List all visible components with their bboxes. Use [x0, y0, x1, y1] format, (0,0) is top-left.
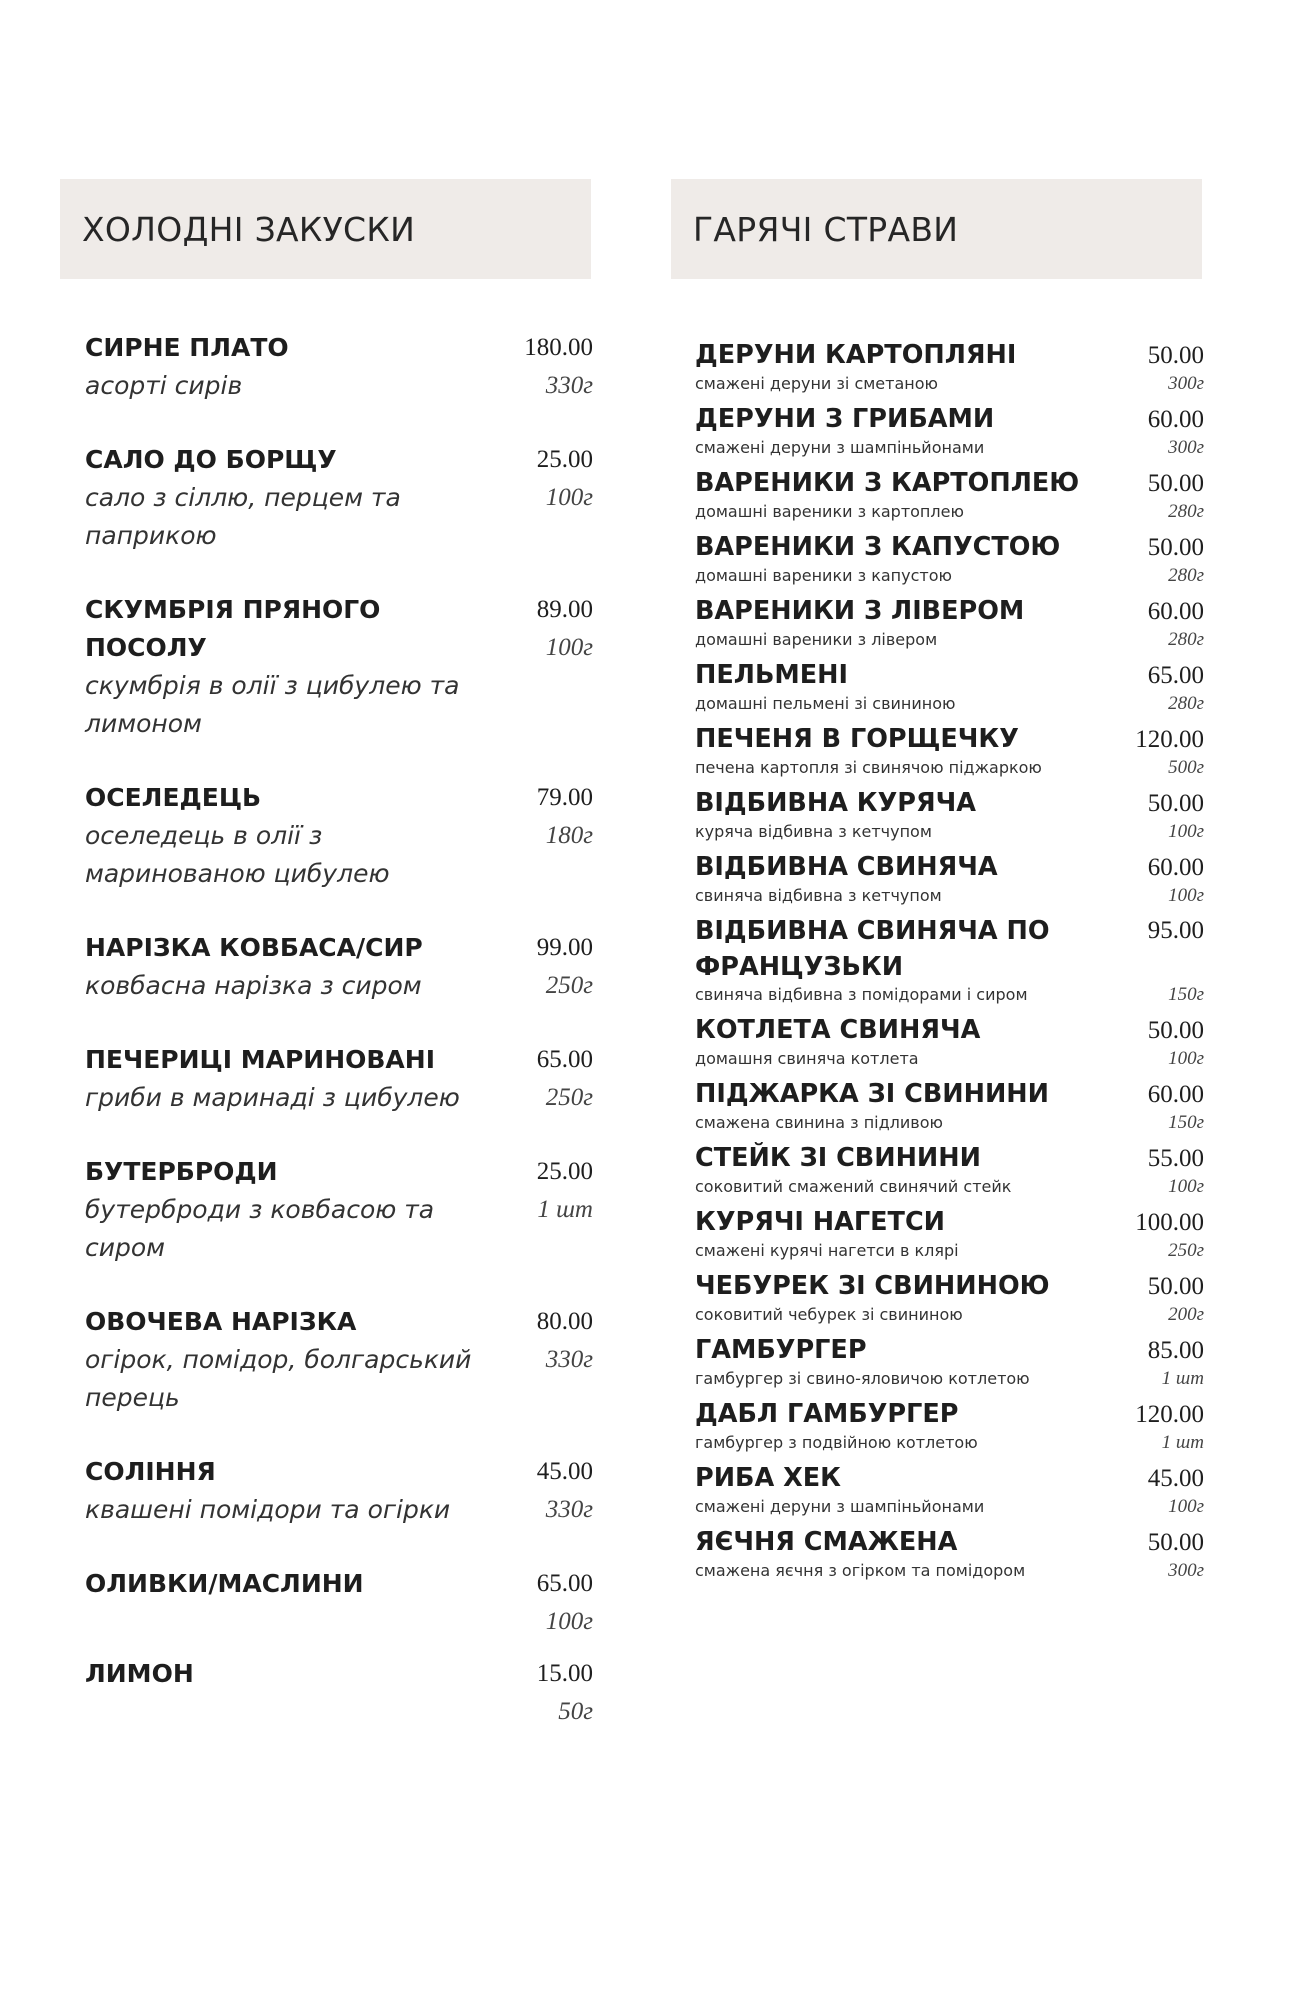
item-weight: 330г: [545, 1346, 593, 1373]
item-name: ОЛИВКИ/МАСЛИНИ: [85, 1569, 364, 1598]
menu-item: [85, 329, 593, 405]
menu-item: [85, 1153, 593, 1267]
item-weight: 300г: [1168, 437, 1204, 458]
item-weight: 500г: [1168, 757, 1204, 778]
item-weight: 150г: [1168, 1112, 1204, 1133]
item-description: соковитий смажений свинячий стейк: [695, 1177, 1012, 1196]
item-price: 60.00: [1147, 598, 1204, 625]
item-price: 89.00: [536, 596, 593, 623]
menu-item: [695, 1332, 1204, 1389]
item-weight: 280г: [1168, 693, 1204, 714]
item-name: НАРІЗКА КОВБАСА/СИР: [85, 933, 423, 962]
item-price: 60.00: [1147, 854, 1204, 881]
menu-item: [695, 529, 1204, 586]
item-price: 25.00: [536, 1158, 593, 1185]
item-description: сало з сіллю, перцем та паприкою: [85, 483, 401, 550]
item-price: 50.00: [1147, 470, 1204, 497]
item-name: ГАМБУРГЕР: [695, 1335, 867, 1365]
menu-item: [695, 913, 1204, 1005]
item-name: ВАРЕНИКИ З ЛІВЕРОМ: [695, 596, 1025, 626]
item-weight: 180г: [545, 822, 593, 849]
item-description: соковитий чебурек зі свининою: [695, 1305, 963, 1324]
item-name: КУРЯЧІ НАГЕТСИ: [695, 1207, 945, 1237]
menu-item: [85, 1303, 593, 1417]
item-name: ПЕЛЬМЕНІ: [695, 660, 848, 690]
item-name: КОТЛЕТА СВИНЯЧА: [695, 1015, 981, 1045]
item-name: ОВОЧЕВА НАРІЗКА: [85, 1307, 357, 1336]
item-price: 80.00: [536, 1308, 593, 1335]
item-name: СИРНЕ ПЛАТО: [85, 333, 289, 362]
item-description: бутерброди з ковбасою та сиром: [85, 1195, 435, 1262]
item-weight: 1 шт: [537, 1196, 593, 1223]
item-name: ВАРЕНИКИ З КАПУСТОЮ: [695, 532, 1061, 562]
item-price: 60.00: [1147, 406, 1204, 433]
menu-item: [695, 337, 1204, 394]
menu-item: [85, 1565, 593, 1641]
menu-item: [85, 1041, 593, 1117]
item-name: СТЕЙК ЗІ СВИНИНИ: [695, 1143, 981, 1173]
item-description: оселедець в олії з маринованою цибулею: [85, 821, 390, 888]
item-price: 60.00: [1147, 1081, 1204, 1108]
item-name: ПЕЧЕРИЦІ МАРИНОВАНІ: [85, 1045, 435, 1074]
item-weight: 1 шт: [1161, 1432, 1204, 1453]
item-price: 50.00: [1147, 1529, 1204, 1556]
item-price: 180.00: [524, 334, 593, 361]
item-price: 50.00: [1147, 790, 1204, 817]
item-price: 100.00: [1135, 1209, 1204, 1236]
menu-item: [695, 593, 1204, 650]
item-weight: 100г: [545, 484, 593, 511]
item-description: скумбрія в олії з цибулею та лимоном: [85, 671, 460, 738]
item-description: гамбургер з подвійною котлетою: [695, 1433, 978, 1452]
menu-item: [695, 1460, 1204, 1517]
item-weight: 100г: [1168, 1176, 1204, 1197]
item-name: ПІДЖАРКА ЗІ СВИНИНИ: [695, 1079, 1049, 1109]
menu-item: [695, 401, 1204, 458]
item-name: ВІДБИВНА КУРЯЧА: [695, 788, 976, 818]
item-description: смажені курячі нагетси в клярі: [695, 1241, 959, 1260]
item-description: гамбургер зі свино-яловичою котлетою: [695, 1369, 1030, 1388]
item-weight: 330г: [545, 372, 593, 399]
item-name: ДАБЛ ГАМБУРГЕР: [695, 1399, 959, 1429]
menu-item: [695, 657, 1204, 714]
item-name: ПЕЧЕНЯ В ГОРЩЕЧКУ: [695, 724, 1019, 754]
menu-item: [695, 849, 1204, 906]
item-price: 65.00: [536, 1046, 593, 1073]
menu-item: [85, 779, 593, 893]
section-title: ХОЛОДНІ ЗАКУСКИ: [82, 209, 416, 249]
item-price: 50.00: [1147, 1273, 1204, 1300]
item-description: смажені деруни з шампіньйонами: [695, 1497, 985, 1516]
item-price: 15.00: [536, 1660, 593, 1687]
item-description: печена картопля зі свинячою піджаркою: [695, 758, 1042, 777]
item-price: 120.00: [1135, 726, 1204, 753]
item-description: ковбасна нарізка з сиром: [85, 971, 422, 1000]
item-description: огірок, помідор, болгарський перець: [85, 1345, 472, 1412]
item-weight: 100г: [1168, 821, 1204, 842]
item-weight: 100г: [545, 1608, 593, 1635]
item-weight: 280г: [1168, 501, 1204, 522]
menu-item: [695, 1204, 1204, 1261]
item-weight: 300г: [1168, 1560, 1204, 1581]
hot-dishes-list: [695, 337, 1204, 1588]
item-weight: 250г: [545, 1084, 593, 1111]
item-description: домашні пельмені зі свининою: [695, 694, 956, 713]
menu-item: [695, 1396, 1204, 1453]
item-price: 79.00: [536, 784, 593, 811]
item-price: 45.00: [1147, 1465, 1204, 1492]
item-weight: 200г: [1168, 1304, 1204, 1325]
item-description: свиняча відбивна з помідорами і сиром: [695, 985, 1028, 1004]
item-name: СОЛІННЯ: [85, 1457, 216, 1486]
item-description: домашня свиняча котлета: [695, 1049, 919, 1068]
menu-item: [695, 721, 1204, 778]
item-description: асорті сирів: [85, 371, 243, 400]
menu-item: [695, 1268, 1204, 1325]
item-price: 50.00: [1147, 1017, 1204, 1044]
menu-item: [695, 1140, 1204, 1197]
item-name: ВІДБИВНА СВИНЯЧА: [695, 852, 998, 882]
item-weight: 280г: [1168, 629, 1204, 650]
item-price: 95.00: [1147, 917, 1204, 944]
item-name: РИБА ХЕК: [695, 1463, 842, 1493]
item-description: домашні вареники з картоплею: [695, 502, 964, 521]
item-name: ДЕРУНИ З ГРИБАМИ: [695, 404, 995, 434]
item-description: домашні вареники з лівером: [695, 630, 938, 649]
menu-item: [85, 1655, 593, 1731]
item-name: ВАРЕНИКИ З КАРТОПЛЕЮ: [695, 468, 1080, 498]
item-name: ДЕРУНИ КАРТОПЛЯНІ: [695, 340, 1017, 370]
item-description: смажена яєчня з огірком та помідором: [695, 1561, 1026, 1580]
item-description: смажена свинина з підливою: [695, 1113, 943, 1132]
item-name: САЛО ДО БОРЩУ: [85, 445, 337, 474]
item-description: гриби в маринаді з цибулею: [85, 1083, 460, 1112]
menu-item: [85, 591, 593, 743]
item-price: 50.00: [1147, 534, 1204, 561]
menu-item: [695, 1524, 1204, 1581]
item-name: БУТЕРБРОДИ: [85, 1157, 278, 1186]
cold-appetizers-header: [60, 179, 591, 279]
item-price: 65.00: [1147, 662, 1204, 689]
menu-item: [85, 929, 593, 1005]
section-title: ГАРЯЧІ СТРАВИ: [693, 209, 959, 249]
item-price: 85.00: [1147, 1337, 1204, 1364]
item-price: 120.00: [1135, 1401, 1204, 1428]
item-name: ВІДБИВНА СВИНЯЧА ПО ФРАНЦУЗЬКИ: [695, 916, 1050, 982]
menu-item: [85, 441, 593, 555]
item-description: смажені деруни з шампіньйонами: [695, 438, 985, 457]
cold-appetizers-list: [85, 329, 593, 1745]
item-price: 25.00: [536, 446, 593, 473]
item-description: квашені помідори та огірки: [85, 1495, 451, 1524]
item-weight: 100г: [1168, 885, 1204, 906]
item-price: 55.00: [1147, 1145, 1204, 1172]
item-name: СКУМБРІЯ ПРЯНОГО ПОСОЛУ: [85, 595, 381, 662]
item-weight: 330г: [545, 1496, 593, 1523]
item-description: куряча відбивна з кетчупом: [695, 822, 932, 841]
item-name: ЯЄЧНЯ СМАЖЕНА: [695, 1527, 958, 1557]
item-description: свиняча відбивна з кетчупом: [695, 886, 942, 905]
item-price: 50.00: [1147, 342, 1204, 369]
item-name: ЧЕБУРЕК ЗІ СВИНИНОЮ: [695, 1271, 1050, 1301]
item-weight: 300г: [1168, 373, 1204, 394]
menu-item: [85, 1453, 593, 1529]
item-weight: 150г: [1168, 984, 1204, 1005]
item-description: смажені деруни зі сметаною: [695, 374, 938, 393]
item-price: 99.00: [536, 934, 593, 961]
item-price: 45.00: [536, 1458, 593, 1485]
item-weight: 100г: [1168, 1496, 1204, 1517]
hot-dishes-header: [671, 179, 1202, 279]
item-name: ЛИМОН: [85, 1659, 194, 1688]
item-price: 65.00: [536, 1570, 593, 1597]
item-weight: 250г: [1168, 1240, 1204, 1261]
item-weight: 1 шт: [1161, 1368, 1204, 1389]
item-name: ОСЕЛЕДЕЦЬ: [85, 783, 262, 812]
item-weight: 100г: [1168, 1048, 1204, 1069]
item-description: домашні вареники з капустою: [695, 566, 952, 585]
item-weight: 50г: [558, 1698, 593, 1725]
item-weight: 280г: [1168, 565, 1204, 586]
menu-item: [695, 1012, 1204, 1069]
item-weight: 250г: [545, 972, 593, 999]
item-weight: 100г: [545, 634, 593, 661]
menu-item: [695, 1076, 1204, 1133]
menu-item: [695, 785, 1204, 842]
menu-item: [695, 465, 1204, 522]
